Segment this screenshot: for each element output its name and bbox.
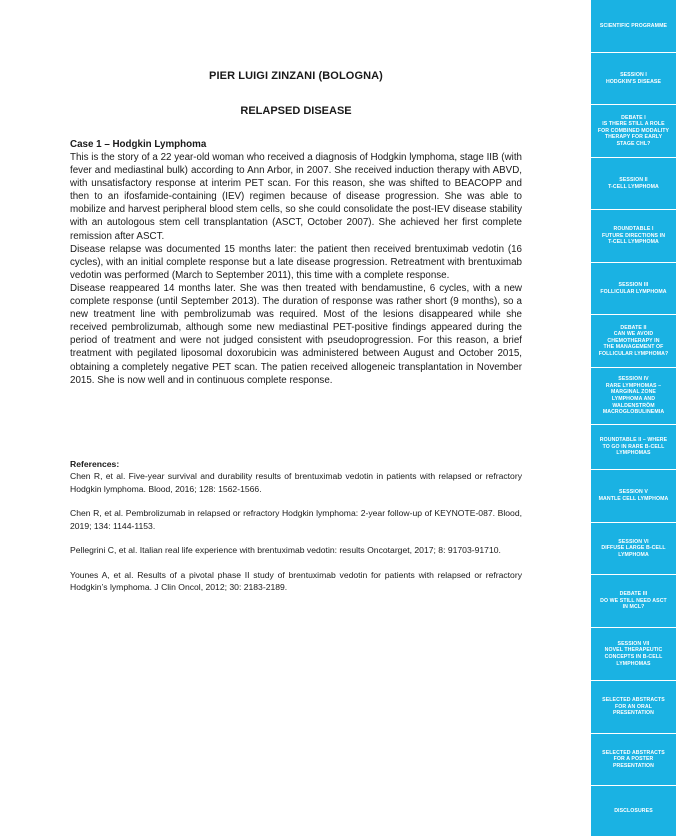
sidebar-item-label: ROUNDTABLE II – WHERE TO GO IN RARE B-CELL LYMPHOMAS [599,437,668,457]
case-paragraph-1: This is the story of a 22 year-old woman who received a diagnosis of Hodgkin lymphoma, stage IIB (with fever and mediastinal bulk) according to Ann Arbor, in 2007. She received induction therapy with ABVD, with unsatisfactory response at interim PET scan. For this reason, she was shifted to BEACOPP and then to an ifosfamide-containing (IEV) regimen because of disease progression. She was able to mobilize and harvest peripheral blood stem cells, so she could consolidate the post-IEV disease stability with an autologous stem cell transplantation (ASCT, October 2007). She achieved her first complete remission after ASCT. [70,152,522,242]
reference-item-2: Chen R, et al. Pembrolizumab in relapsed or refractory Hodgkin lymphoma: 2-year follow-up of KEYNOTE-087. Blood, 2019; 134: 1144-1153. [70,508,522,531]
sidebar-item-session-1[interactable] [591,53,676,104]
references-section [70,458,522,606]
programme-sidebar [591,0,676,836]
sidebar-item-label: SESSION V MANTLE CELL LYMPHOMA [598,489,669,502]
case-section [70,138,522,387]
sidebar-item-session-7[interactable] [591,628,676,680]
document-body [70,0,522,836]
sidebar-item-label: SESSION VI DIFFUSE LARGE B-CELL LYMPHOMA [601,538,666,558]
reference-item-4: Younes A, et al. Results of a pivotal phase II study of brentuximab vedotin for patients with relapsed or refractory Hodgkin’s lymphoma. J Clin Oncol, 2012; 30: 2183-2189. [70,569,522,592]
sidebar-item-label: SESSION I HODGKIN'S DISEASE [605,71,662,85]
sidebar-item-roundtable-2[interactable] [591,425,676,469]
sidebar-item-debate-2[interactable] [591,315,676,367]
sidebar-item-debate-3[interactable] [591,575,676,627]
sidebar-item-label: SESSION III FOLLICULAR LYMPHOMA [600,281,667,295]
case-text [70,151,522,387]
reference-item-1: Chen R, et al. Five-year survival and durability results of brentuximab vedotin in patients with relapsed or refractory Hodgkin lymphoma. Blood, 2016; 128: 1562-1566. [70,471,522,494]
sidebar-item-session-2[interactable] [591,158,676,209]
sidebar-item-session-6[interactable] [591,523,676,574]
references-heading: References: [70,459,120,469]
sidebar-item-label: DEBATE III DO WE STILL NEED ASCT IN MCL? [600,591,667,611]
section-title: RELAPSED DISEASE [240,105,352,117]
sidebar-item-poster-abstracts[interactable] [591,734,676,785]
sidebar-item-label: ROUNDTABLE I FUTURE DIRECTIONS IN T-CELL LYMPHOMA [601,226,666,246]
sidebar-item-scientific-programme[interactable] [591,0,676,52]
sidebar-item-label: DEBATE II CAN WE AVOID CHEMOTHERAPY IN THE MANAGEMENT OF FOLLICULAR LYMPHOMA? [598,324,669,357]
sidebar-item-session-4[interactable] [591,368,676,424]
sidebar-item-label: SESSION VII NOVEL THERAPEUTIC CONCEPTS IN B-CELL LYMPHOMAS [604,640,663,667]
sidebar-item-disclosures[interactable] [591,786,676,836]
reference-item-3: Pellegrini C, et al. Italian real life experience with brentuximab vedotin: results Oncotarget, 2017; 8: 91703-91710. [70,545,501,555]
sidebar-item-label: DISCLOSURES [614,807,653,814]
sidebar-item-roundtable-1[interactable] [591,210,676,262]
case-paragraph-2: Disease relapse was documented 15 months later: the patient then received brentuximab vedotin (16 cycles), with an initial complete response but a late disease progression. Retreatment with brentuximab vedotin was performed (March to September 2011), this time with a complete response. [70,243,522,281]
sidebar-item-label: SCIENTIFIC PROGRAMME [599,22,668,29]
author-heading: PIER LUIGI ZINZANI (BOLOGNA) [209,70,383,82]
sidebar-item-label: DEBATE I IS THERE STILL A ROLE FOR COMBINED MODALITY THERAPY FOR EARLY STAGE CHL? [597,114,670,147]
case-heading: Case 1 – Hodgkin Lymphoma [70,139,207,150]
sidebar-item-oral-abstracts[interactable] [591,681,676,733]
sidebar-item-debate-1[interactable] [591,105,676,157]
sidebar-item-session-5[interactable] [591,470,676,522]
sidebar-item-label: SESSION IV RARE LYMPHOMAS – MARGINAL ZONE LYMPHOMA AND WALDENSTRÖM MACROGLOBULINEMIA [602,376,665,416]
sidebar-item-label: SELECTED ABSTRACTS FOR A POSTER PRESENTATION [602,749,665,769]
sidebar-item-label: SELECTED ABSTRACTS FOR AN ORAL PRESENTATION [602,697,665,717]
sidebar-item-label: SESSION II T-CELL LYMPHOMA [608,176,659,190]
sidebar-item-session-3[interactable] [591,263,676,314]
case-paragraph-3: Disease reappeared 14 months later. She was then treated with bendamustine, 6 cycles, with a new complete response (until September 2013). The duration of response was rather short (9 months), so a new treatment line with pembrolizumab was required. Most of the lesions disappeared while she received pembrolizumab, although some new mediastinal PET-positive findings appeared during the period of treatment and were not judged consistent with pseudoprogression. For this reason, a brief treatment with pegilated liposomal doxorubicin was administered between August and October 2015, obtaining a completely negative PET scan. The patien received allogeneic transplantation in November 2015. She is now well and in continuous complete response. [70,282,522,386]
